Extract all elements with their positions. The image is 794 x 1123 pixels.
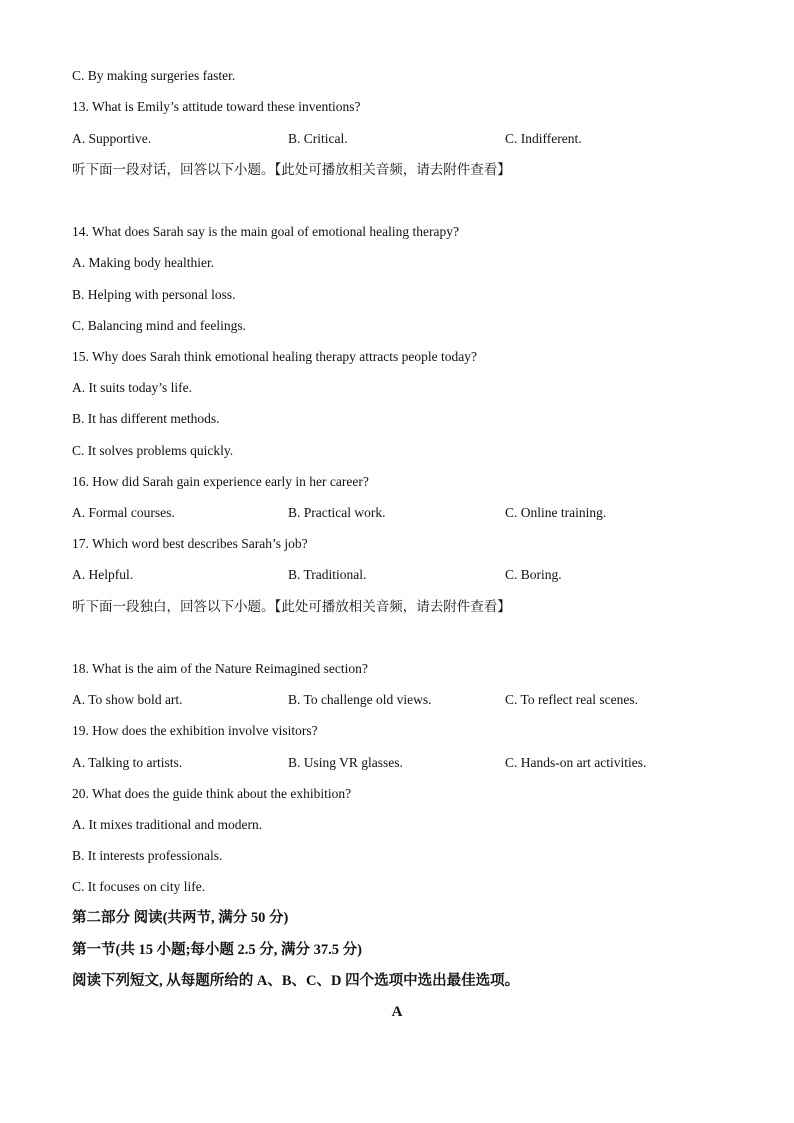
q19-option-c: C. Hands-on art activities. <box>505 755 647 770</box>
q14-question: 14. What does Sarah say is the main goal of emotional healing therapy? <box>72 224 460 239</box>
q20-question: 20. What does the guide think about the exhibition? <box>72 786 352 801</box>
q18-option-a: A. To show bold art. <box>72 692 183 707</box>
q17-question: 17. Which word best describes Sarah’s job? <box>72 536 308 551</box>
q20-option-b: B. It interests professionals. <box>72 848 223 863</box>
q13-question: 13. What is Emily’s attitude toward these inventions? <box>72 99 361 114</box>
q18-option-c: C. To reflect real scenes. <box>505 692 638 707</box>
q15-option-b: B. It has different methods. <box>72 411 220 426</box>
q16-option-a: A. Formal courses. <box>72 505 175 520</box>
passage-label: A <box>391 1004 403 1020</box>
q14-option-b: B. Helping with personal loss. <box>72 287 236 302</box>
listening-instruction-dialogue: 听下面一段对话，回答以下小题。【此处可播放相关音频，请去附件查看】 <box>72 162 511 178</box>
q20-option-a: A. It mixes traditional and modern. <box>72 817 263 832</box>
part2-title: 第二部分 阅读(共两节, 满分 50 分) <box>72 910 289 926</box>
part2-instruction: 阅读下列短文, 从每题所给的 A、B、C、D 四个选项中选出最佳选项。 <box>72 973 520 989</box>
q14-option-a: A. Making body healthier. <box>72 255 215 270</box>
q19-option-b: B. Using VR glasses. <box>288 755 403 770</box>
q16-option-b: B. Practical work. <box>288 505 386 520</box>
listening-instruction-monologue: 听下面一段独白，回答以下小题。【此处可播放相关音频，请去附件查看】 <box>72 599 511 615</box>
q17-option-c: C. Boring. <box>505 567 562 582</box>
q19-option-a: A. Talking to artists. <box>72 755 183 770</box>
q13-option-b: B. Critical. <box>288 131 348 146</box>
q18-option-b: B. To challenge old views. <box>288 692 432 707</box>
q16-question: 16. How did Sarah gain experience early in her career? <box>72 474 369 489</box>
q15-question: 15. Why does Sarah think emotional healing therapy attracts people today? <box>72 349 478 364</box>
q17-option-b: B. Traditional. <box>288 567 367 582</box>
q15-option-c: C. It solves problems quickly. <box>72 443 234 458</box>
q18-question: 18. What is the aim of the Nature Reimagined section? <box>72 661 368 676</box>
q20-option-c: C. It focuses on city life. <box>72 879 206 894</box>
q19-question: 19. How does the exhibition involve visitors? <box>72 723 318 738</box>
part2-section1-heading: 第一节(共 15 小题;每小题 2.5 分, 满分 37.5 分) <box>72 942 362 958</box>
q16-option-c: C. Online training. <box>505 505 607 520</box>
q12-option-c: C. By making surgeries faster. <box>72 68 236 83</box>
q13-option-a: A. Supportive. <box>72 131 152 146</box>
q13-option-c: C. Indifferent. <box>505 131 582 146</box>
q14-option-c: C. Balancing mind and feelings. <box>72 318 246 333</box>
q15-option-a: A. It suits today’s life. <box>72 380 192 395</box>
q17-option-a: A. Helpful. <box>72 567 134 582</box>
